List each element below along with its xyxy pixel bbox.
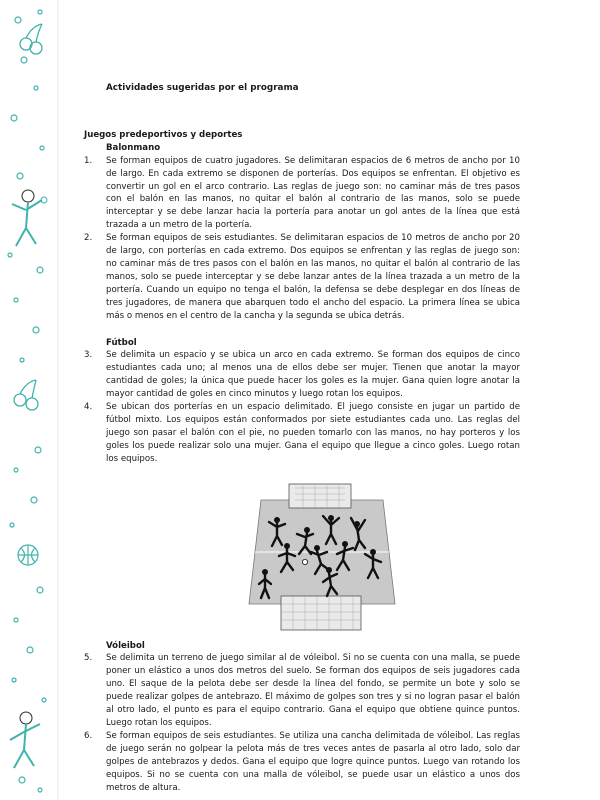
activity-list-balonmano bbox=[84, 155, 520, 323]
list-item bbox=[84, 401, 520, 466]
child-illustration bbox=[12, 190, 47, 246]
item-text: Se delimita un terreno de juego similar al de vóleibol. Si no se cuenta con una malla, se puede poner un elástico a unos dos metros del suelo. Se forman dos equipos de seis jugadores cada uno. El saque de la pelota debe ser desde la línea del fondo, se permite un bote y solo se puede realizar golpes de antebrazo. El máximo de golpes son tres y si no logran pasar el balón al otro lado, el punto es para el equipo contrario. Gana el equipo que obtiene quince puntos. Luego rotan los equipos. bbox=[106, 653, 520, 728]
figure-container bbox=[84, 482, 520, 640]
sport-title-balonmano: Balonmano bbox=[106, 142, 161, 153]
page-heading: Actividades sugeridas por el programa bbox=[106, 83, 299, 93]
sport-title-voleibol: Vóleibol bbox=[106, 640, 145, 651]
cherry-icon bbox=[20, 24, 42, 54]
item-number: 1. bbox=[84, 155, 93, 166]
item-text: Se ubican dos porterías en un espacio delimitado. El juego consiste en jugar un partido de fútbol mixto. Los equipos están conformados por siete estudiantes cada uno. Las reglas del juego son pasar el balón con el pie, no pueden tomarlo con las manos, no hay porteros y los goles los puede realizar solo una mujer. Gana el equipo que llegue a cinco goles. Luego rotan los equipos. bbox=[106, 402, 520, 464]
basketball-icon bbox=[18, 545, 38, 565]
item-number: 4. bbox=[84, 402, 93, 413]
soccer-players-illustration bbox=[247, 482, 397, 632]
list-item bbox=[84, 652, 520, 729]
item-number: 6. bbox=[84, 730, 93, 741]
item-number: 3. bbox=[84, 350, 93, 361]
item-text: Se forman equipos de seis estudiantes. Se utiliza una cancha delimitada de vóleibol. Las reglas de juego serán no golpear la pelota más de tres veces antes de pasarla al otro lado, solo dar golpes de antebrazos y dedos. Gana el equipo que logre quince puntos. Luego van rotando los equipos. Si no se cuenta con una malla de vóleibol, se puede usar un elástico a unos dos metros de altura. bbox=[106, 730, 520, 793]
item-number: 2. bbox=[84, 233, 93, 244]
activity-list-futbol bbox=[84, 349, 520, 465]
activity-list-voleibol bbox=[84, 652, 520, 794]
ball-icon bbox=[302, 559, 307, 564]
page-content bbox=[84, 82, 520, 794]
sport-title-futbol: Fútbol bbox=[106, 337, 137, 348]
list-item bbox=[84, 349, 520, 401]
decorative-margin bbox=[0, 0, 70, 800]
list-item bbox=[84, 730, 520, 795]
item-text: Se delimita un espacio y se ubica un arco en cada extremo. Se forman dos equipos de cinco estudiantes cada uno; al menos una de ellos debe ser mujer. Tienen que anotar la mayor cantidad de goles; la única que puede hacer los goles es la mujer. Gana quien logre anotar la mayor cantidad de goles en cinco minutos y luego rotan los equipos. bbox=[106, 350, 520, 400]
goal-icon bbox=[289, 484, 351, 508]
list-item bbox=[84, 232, 520, 322]
item-text: Se forman equipos de seis estudiantes. Se delimitaran espacios de 10 metros de ancho por 20 de largo, con porterías en cada extremo. Dos equipos se enfrentan y las reglas de juego son: no caminar más de tres pasos con el balón en las manos, no quitar el balón al contrario de las manos, solo se puede interceptar y se debe lanzar antes de la línea trazada a un metro de la portería. Cuando un equipo no tenga el balón, la defensa se debe desplegar en dos líneas de tres jugadores, de manera que abarquen todo el ancho del espacio. La primera línea se ubica más o menos en el centro de la cancha y la segunda se ubica detrás. bbox=[106, 233, 520, 321]
list-item bbox=[84, 155, 520, 232]
section-title: Juegos predeportivos y deportes bbox=[84, 129, 243, 140]
item-text: Se forman equipos de cuatro jugadores. Se delimitaran espacios de 6 metros de ancho por 10 de largo. En cada extremo se disponen de porterías. Dos equipos se enfrentan. El objetivo es convertir un gol en el arco contrario. Las reglas de juego son: no caminar más de tres pasos con el balón en las manos, no quitar el balón al contrario de las manos, solo se puede interceptar y se debe lanzar hacia la portería para anotar un gol antes de la línea que está trazada a un metro de la portería. bbox=[106, 155, 520, 231]
item-number: 5. bbox=[84, 653, 93, 664]
